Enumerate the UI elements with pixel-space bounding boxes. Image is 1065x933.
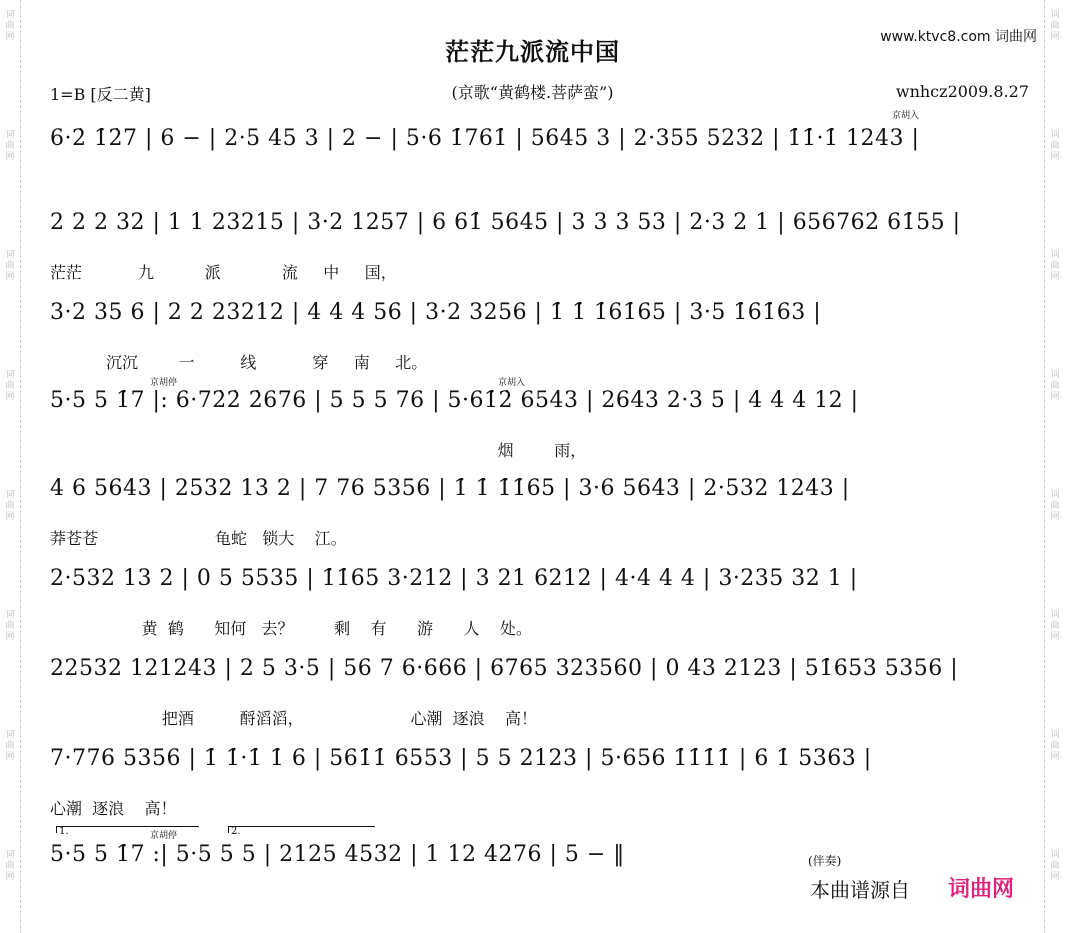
notation-line: 7·776 5356 | 1̇ 1̇·1̇ 1̇ 6 | 561̇1̇ 6553 | 5 5 2123 | 5·656 1̇1̇1̇1̇ | 6 1̇ 5363 | bbox=[50, 746, 872, 771]
lyric-line: 烟 雨， bbox=[50, 441, 587, 460]
watermark-text: 词 曲 网 bbox=[5, 10, 15, 42]
watermark-text: 词 曲 网 bbox=[5, 370, 15, 402]
notation-line: 22532 121243 | 2 5 3·5 | 56 7 6·666 | 6765 323560 | 0 43 2123 | 51̇653 5356 | bbox=[50, 656, 959, 681]
key-signature: 1=B [反二黄] bbox=[50, 85, 151, 104]
cue-jinghu-in: 京胡入 bbox=[892, 111, 920, 121]
song-title: 茫茫九派流中国 bbox=[445, 37, 620, 66]
notation-line: 2·532 13 2 | 0 5 5535 | 1̇1̇65 3·212 | 3 21 6212 | 4·4 4 4 | 3·235 32 1 | bbox=[50, 566, 858, 591]
watermark-text: 词 曲 网 bbox=[1050, 610, 1060, 642]
lyric-line: 莽苍苍 龟蛇 锁大 江。 bbox=[50, 529, 347, 548]
lyric-line: 心潮 逐浪 高！ bbox=[50, 799, 177, 818]
source-label: 本曲谱源自 bbox=[810, 878, 910, 902]
notation-line: 4 6 5643 | 2532 13 2 | 7 76 5356 | 1̇ 1̇ 1̇1̇65 | 3·6 5643 | 2·532 1243 | bbox=[50, 476, 850, 501]
ending-2-bracket: 2. bbox=[228, 826, 375, 833]
watermark-text: 词 曲 网 bbox=[5, 490, 15, 522]
watermark-text: 词 曲 网 bbox=[5, 730, 15, 762]
notation-line: 2 2 2 32 | 1 1 23215 | 3·2 1257 | 6 61̇ 5645 | 3 3 3 53 | 2·3 2 1 | 656762̇ 61̇55 | bbox=[50, 210, 961, 235]
accompaniment-label: (伴奏) bbox=[808, 854, 842, 868]
watermark-text: 词 曲 网 bbox=[1050, 370, 1060, 402]
watermark-text: 词 曲 网 bbox=[1050, 850, 1060, 882]
song-subtitle: (京歌“黄鹤楼.菩萨蛮”) bbox=[451, 83, 614, 102]
watermark-text: 词 曲 网 bbox=[1050, 250, 1060, 282]
lyric-line: 把酒 酹滔滔， 心潮 逐浪 高！ bbox=[50, 709, 537, 728]
notation-line: 6·2̇ 1̇2̇7 | 6 − | 2·5 45 3 | 2 − | 5·6 1̇761̇ | 5645 3 | 2·355 5232 | 1̇1̇·1̇ 1243 | bbox=[50, 126, 920, 151]
watermark-text: 词 曲 网 bbox=[1050, 490, 1060, 522]
brand-logo-text[interactable]: 词曲网 bbox=[948, 877, 1015, 902]
watermark-text: 词 曲 网 bbox=[5, 130, 15, 162]
lyric-line: 茫茫 九 派 流 中 国， bbox=[50, 263, 397, 282]
lyric-line: 黄 鹤 知何 去？ 剩 有 游 人 处。 bbox=[50, 619, 532, 638]
cue-jinghu-stop: 京胡停 bbox=[150, 831, 178, 841]
author-date: wnhcz2009.8.27 bbox=[895, 82, 1029, 101]
notation-line: 5·5 5 1̇7 :| 5·5 5 5 | 2125 4532 | 1 12 4276 | 5 − ‖ bbox=[50, 842, 625, 867]
ending-1-bracket: 1. bbox=[56, 826, 199, 833]
watermark-text: 词 曲 网 bbox=[5, 850, 15, 882]
watermark-text: 词 曲 网 bbox=[1050, 10, 1060, 42]
watermark-text: 词 曲 网 bbox=[5, 610, 15, 642]
notation-line: 3·2 35 6 | 2 2 23212 | 4 4 4 56 | 3·2 3256 | 1̇ 1̇ 1̇61̇65 | 3·5 1̇61̇63 | bbox=[50, 300, 822, 325]
notation-line: 5·5 5 1̇7 |: 6·72̇2̇ 2̇676 | 5 5 5 76 | 5·61̇2̇ 6543 | 2643 2·3 5 | 4 4 4 12 | bbox=[50, 388, 859, 413]
watermark-text: 词 曲 网 bbox=[1050, 730, 1060, 762]
lyric-line: 沉沉 一 线 穿 南 北。 bbox=[50, 353, 428, 372]
watermark-text: 词 曲 网 bbox=[5, 250, 15, 282]
cue-jinghu-in: 京胡入 bbox=[498, 378, 526, 388]
cue-jinghu-stop: 京胡停 bbox=[150, 378, 178, 388]
site-credit[interactable]: www.ktvc8.com 词曲网 bbox=[880, 29, 1037, 45]
watermark-text: 词 曲 网 bbox=[1050, 130, 1060, 162]
